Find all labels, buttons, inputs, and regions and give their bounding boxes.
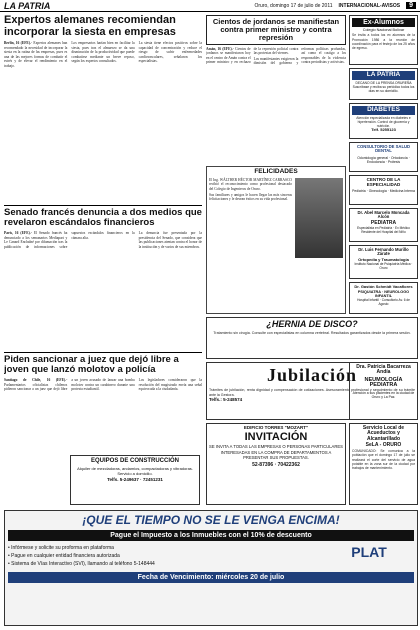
ad-patria-text: Suscríbase y reciba su periódico todos los días en su domicilio.	[352, 84, 415, 93]
article-siesta-dateline: Berlín, 16 (EFE).-	[4, 41, 33, 46]
ad-schmidt-text: Hospital Infantil · Consultorio Av. 6 de Agosto	[357, 298, 410, 307]
ad-invitacion-sub: EDIFICIO TORRES "MOZART"	[243, 425, 309, 430]
ad-schmidt	[349, 282, 418, 314]
banner-line-1: • Infórmese y solicite su proforma en plataforma	[8, 544, 114, 551]
section-name: INTERNACIONAL-AVISOS	[338, 2, 401, 9]
ad-diabetes-title: DIABETES	[352, 106, 415, 115]
ad-servicio-local	[349, 423, 418, 505]
article-juez-p1: Parlamentarios oficialistas chilenos pidieron sancionar a un juez que dejó libre a un joven acusado de lanzar una bomba molotov contra un carabinero durante una protesta estudiantil.	[4, 377, 135, 392]
ad-ex-text: Se invita a todos los ex alumnos de la Promoción 1986 a la reunión de coordinación para el festejo de los 25 años de egreso.	[352, 33, 415, 50]
ad-bacarreza-sub: NEUMOLOGÍA PEDIATRA	[364, 376, 403, 389]
banner-line-3: • Sistema de Vías Interactivo (SVI), llamando al teléfono 5-148444	[8, 560, 155, 567]
ad-moncada	[349, 208, 418, 242]
ad-ex-sub: Colegio Nacional Bolívar	[362, 28, 405, 33]
ad-consultorio-title: CONSULTORIO DE SALUD DENTAL	[356, 144, 411, 154]
ad-ex-alumnos	[349, 15, 418, 65]
article-siesta-p2: Los empresarios harían bien en facilitar la siesta, pues tras el almuerzo se da una disminución de la productividad que puede combatirse mediante un breve reposo, según los expertos consultados.	[71, 41, 135, 64]
article-senado-p2: La denuncia fue presentada por la presidencia del Senado, que considera que las publicaciones atentan contra el honor de la institución y de varios de sus miembros.	[138, 230, 202, 249]
banner-brand-logo: PLAT	[351, 543, 387, 560]
ad-moncada-title: Dr. Abel Marcelo Moncada Alcón	[357, 210, 410, 220]
ad-centro	[349, 175, 418, 205]
article-juez-p2: Los legisladores consideraron que la resolución del magistrado envía una señal equivocada a la ciudadanía.	[138, 377, 202, 392]
banner-line-2: • Pague en cualquier entidad financiera autorizada	[8, 552, 120, 559]
article-juez-title: Piden sancionar a juez que dejó libre a joven que lanzó molotov a policía	[4, 355, 179, 375]
article-siesta-title: Expertos alemanes recomiendan incorporar la siesta en empresas	[4, 15, 176, 38]
ad-murillo	[349, 245, 418, 279]
ad-moncada-text: Especialista en Pediatría · Ex Médico Residente del Hospital del Niño	[357, 226, 410, 235]
article-siesta-p1: Expertos alemanes han recomendado la necesidad de incorporar la siesta en la rutina de las empresas, pues es una de las mejores formas de combatir el estrés y de elevar el rendimiento en el trabajo.	[4, 41, 68, 69]
ad-bacarreza-title: Dra. Patricia Bacarreza Andía	[356, 364, 411, 376]
banner-subtitle: Pague el Impuesto a los Inmuebles con el 10% de descuento	[8, 530, 414, 541]
ad-invitacion	[206, 423, 346, 505]
ad-servicio-sub: SeLA - ORURO	[365, 441, 402, 448]
ad-jubilacion-contact: Telfs.: 5-248574	[209, 397, 243, 403]
ad-patria-sub: DECANO DE LA PRENSA ORUREÑA	[355, 80, 412, 85]
article-jordanos-title: Cientos de jordanos se manifiestan contra primer ministro y contra represión	[212, 17, 340, 42]
ad-hernia-title: ¿HERNIA DE DISCO?	[266, 319, 358, 329]
article-siesta	[4, 15, 202, 203]
article-juez-dateline: Santiago de Chile, 16 (EFE).-	[4, 377, 68, 382]
ad-murillo-title: Dr. Luis Fernando Murillo Zárate	[358, 247, 409, 257]
article-jordanos-p1: Cientos de jordanos se manifestaron hoy en el centro de Amán contra el primer ministro y en rechazo de la represión policial contra las protestas del viernes.	[206, 46, 299, 65]
ad-centro-title: CENTRO DE LA ESPECIALIDAD	[366, 177, 401, 187]
article-jordanos	[206, 15, 346, 165]
article-siesta-p3: La siesta tiene efectos positivos sobre la capacidad de concentración y reduce el riesgo de sufrir enfermedades cardiovasculares, señalaron los especialistas.	[138, 41, 202, 64]
ad-bacarreza-text: Atención a sus pacientes en la ciudad de Oruro y La Paz.	[352, 391, 415, 400]
ad-invitacion-text: SE INVITA A TODAS LAS EMPRESAS O PERSONAS PARTICULARES INTERESADAS EN LA COMPRA DE DEPARTAMENTOS A PRESENTAR SUS PROPUESTAS.	[209, 444, 343, 461]
ad-equipos-contact: Telfs. 5-249637 · 72451231	[107, 477, 163, 483]
divider	[4, 352, 202, 353]
article-jordanos-dateline: Amán, 16 (EFE).-	[206, 46, 234, 51]
ad-consultorio	[349, 142, 418, 172]
ad-equipos	[70, 455, 200, 505]
ad-servicio-title: Servicio Local de Acueductos y Alcantarillado	[362, 425, 405, 442]
ad-diabetes-contact: Telf. 5255123	[371, 127, 396, 133]
divider	[4, 205, 202, 206]
ad-diabetes	[349, 103, 418, 139]
banner-deadline: Fecha de Vencimiento: miércoles 20 de julio	[8, 572, 414, 583]
article-senado-title: Senado francés denuncia a dos medios que revelaron escándalos financieros	[4, 208, 202, 228]
ad-murillo-sub: Ortopedia y Traumatología	[358, 256, 409, 262]
ad-centro-text: Pediatría · Ginecología · Medicina Interna	[352, 189, 415, 194]
ad-bacarreza	[349, 362, 418, 420]
article-jordanos-p2: Los manifestantes exigieron la dimisión del gobierno y reformas políticas profundas, así como el castigo a los responsables de la violencia contra periodistas y activistas.	[253, 46, 346, 66]
article-senado-dateline: París, 16 (EFE).-	[4, 230, 32, 235]
ad-equipos-text: Alquiler de mezcladoras, andamios, compactadoras y vibradoras. Servicio a domicilio.	[77, 466, 193, 477]
ad-impuestos-banner	[4, 510, 418, 626]
ad-jubilacion-title: Jubilación	[266, 365, 358, 385]
article-senado-p1: El Senado francés ha denunciado a los semanarios Mediapart y Le Canard Enchaîné por difamación tras la publicación de informaciones sobre supuestos escándalos financieros en la cámara alta.	[4, 230, 135, 249]
ad-la-patria	[349, 68, 418, 100]
ad-diabetes-text: Atención especializada en diabetes e hipertensión. Control de glucemia y nutrición.	[356, 115, 411, 129]
portrait-photo	[295, 178, 343, 258]
felicidades-notice	[206, 166, 346, 314]
ad-moncada-sub: PEDIATRA	[370, 219, 397, 226]
issue-date: Oruro, domingo 17 de julio de 2011	[254, 2, 333, 9]
ad-consultorio-text: Odontología general · Ortodoncia · Endodoncia · Prótesis	[357, 155, 410, 164]
banner-title: ¡QUE EL TIEMPO NO SE LE VENGA ENCIMA!	[82, 513, 340, 527]
ad-servicio-text: COMUNICADO: Se comunica a la población que el domingo 17 de julio se realizará el corte del servicio de agua potable en la zona sur de la ciudad por trabajos de mantenimiento.	[352, 449, 415, 471]
ad-hernia-text: Tratamiento sin cirugía. Consulte con especialistas en columna vertebral. Resultados garantizados desde la primera sesión.	[213, 331, 411, 336]
felicidades-title: FELICIDADES	[254, 168, 298, 175]
newspaper-logo: LA PATRIA	[4, 0, 51, 11]
page-number: 9	[406, 2, 416, 9]
ad-hernia	[206, 317, 418, 359]
felicidades-p1: El Ing. WÁLTHER HÉCTOR MARTÍNEZ CARRASCO recibió el reconocimiento como profesional destacado del Colegio de Ingenieros de Oruro.	[209, 177, 292, 191]
ad-schmidt-sub: PSIQUIATRA · NEUROLOGO INFANTIL	[357, 290, 410, 299]
ad-equipos-title: EQUIPOS DE CONSTRUCCIÓN	[90, 458, 179, 464]
ad-invitacion-title: INVITACIÓN	[244, 430, 308, 443]
ad-murillo-text: Instituto Nacional de Psiquiatría Médica · Oruro	[354, 262, 413, 270]
ad-ex-title: Ex-Alumnos	[352, 18, 415, 27]
ad-invitacion-contact: 52-87396 · 70422362	[252, 461, 300, 468]
ad-jubilacion-text: Trámites de jubilación, renta dignidad y compensación de cotizaciones. Asesoramiento profesional y seguimiento de su trámite ante la Gestora.	[209, 388, 415, 397]
ad-patria-title: LA PATRIA	[352, 71, 415, 80]
masthead	[0, 0, 420, 12]
article-senado	[4, 208, 202, 350]
ad-schmidt-title: Dr. Gastón Schmidt Vacaflores	[354, 284, 413, 289]
felicidades-p2: Sus familiares y amigos le hacen llegar las más sinceras felicitaciones y le desean éxitos en su vida profesional.	[209, 192, 292, 202]
